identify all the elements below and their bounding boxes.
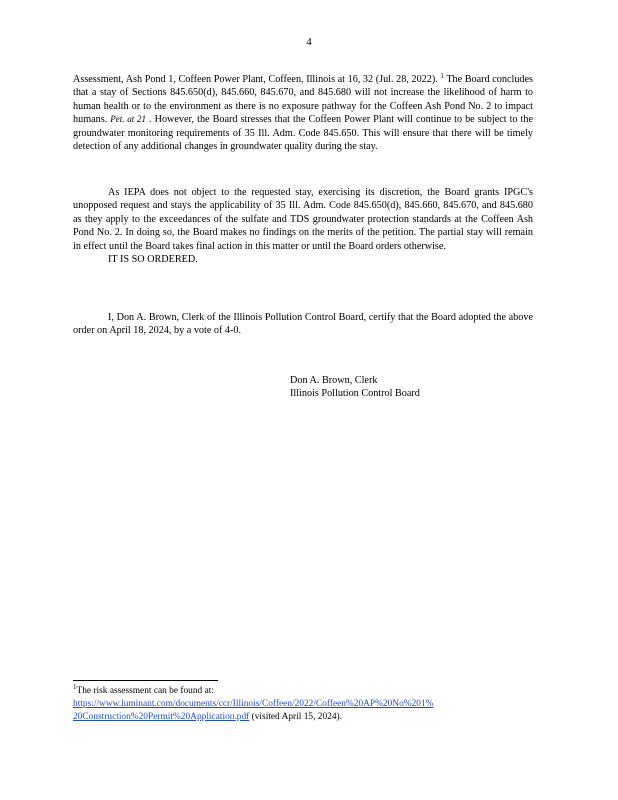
paragraph-certification [73, 311, 533, 338]
signature-block [290, 374, 420, 401]
paragraph-2-text: As IEPA does not object to the requested stay, exercising its discretion, the Board grants IPGC's unopposed request and stays the applicability of 35 Ill. Adm. Code 845.650(d), 845.660, 845.670, and 845.680 as they apply to the exceedances of the sulfate and TDS groundwater protection standards at the Coffeen Ash Pond No. 2. In doing so, the Board makes no findings on the merits of the petition. The partial stay will remain in effect until the Board takes final action in this matter or until the Board orders otherwise. [73, 187, 533, 252]
paragraph-stay-harm [73, 73, 533, 153]
footnote [73, 685, 543, 725]
paragraph-1-part-c: . However, the Board stresses that the Coffeen Power Plant will continue to be subject to the groundwater monitoring requirements of 35 Ill. Adm. Code 845.650. This will ensure that there will be timely detection of any additional changes in groundwater quality during the stay. [73, 114, 533, 153]
signature-name: Don A. Brown, Clerk [290, 375, 378, 386]
footnote-visited-date: (visited April 15, 2024). [249, 712, 342, 723]
footnote-link-line-1: https://www.luminant.com/documents/ccr/Illinois/Coffeen/2022/Coffeen%20AP%20No%201% [73, 699, 434, 710]
paragraph-grant-stay [73, 186, 533, 253]
footnote-link-line-2: 20Construction%20Permit%20Application.pdf [73, 712, 250, 723]
page-number: 4 [306, 36, 312, 48]
paragraph-so-ordered [73, 253, 533, 266]
citation-petition: Pet. at 21 [110, 114, 146, 125]
paragraph-1-part-a: Assessment, Ash Pond 1, Coffeen Power Plant, Coffeen, Illinois at 16, 32 (Jul. 28, 2022). [73, 74, 438, 85]
paragraph-1-part-b: The Board concludes that a stay of Sections 845.650(d), 845.660, 845.670, and 845.680 will not increase the likelihood of harm to human health or to the environment as there is no exposure pathway for the Coffeen Ash Pond No. 2 to impact humans. [73, 74, 533, 126]
footnote-divider [73, 680, 218, 681]
certification-text: I, Don A. Brown, Clerk of the Illinois Pollution Control Board, certify that the Board adopted the above order on April 18, 2024, by a vote of 4-0. [73, 312, 533, 337]
so-ordered-text: IT IS SO ORDERED. [108, 254, 198, 265]
signature-org: Illinois Pollution Control Board [290, 388, 420, 400]
footnote-text: The risk assessment can be found at: [76, 686, 214, 696]
footnote-marker: 1 [73, 683, 77, 691]
footnote-reference[interactable]: 1 [440, 72, 444, 80]
